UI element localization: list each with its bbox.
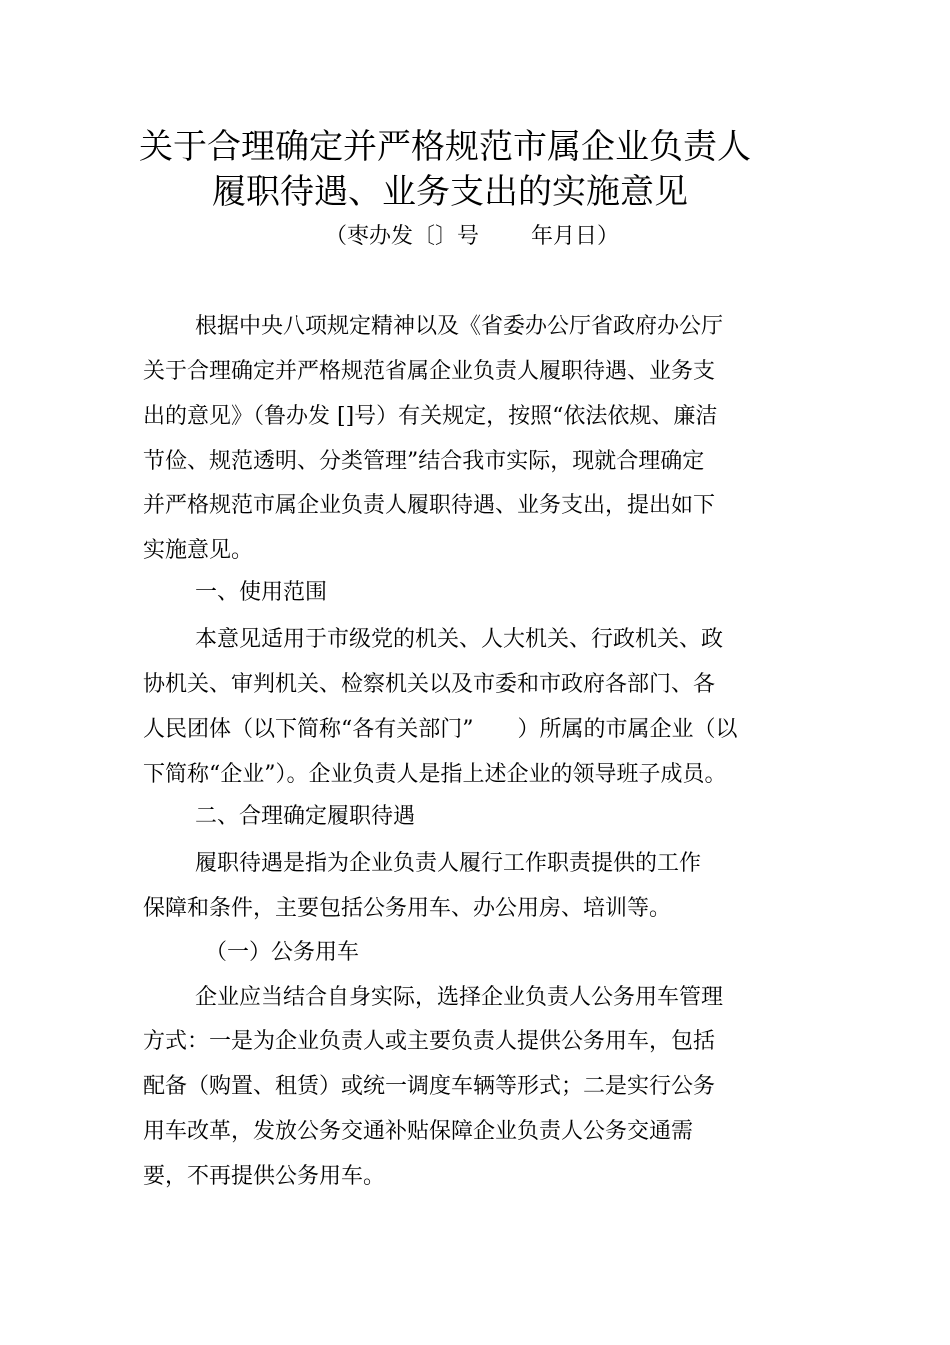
paragraph-line: 要，不再提供公务用车。 bbox=[143, 1164, 386, 1189]
paragraph-line: 实施意见。 bbox=[143, 538, 254, 563]
document-title-line-1: 关于合理确定并严格规范市属企业负责人 bbox=[139, 127, 751, 167]
paragraph-line: 履职待遇是指为企业负责人履行工作职责提供的工作 bbox=[195, 851, 702, 876]
paragraph-line: 保障和条件，主要包括公务用车、办公用房、培训等。 bbox=[143, 896, 672, 921]
document-date: 年月日） bbox=[531, 224, 620, 249]
document-number bbox=[325, 222, 619, 252]
section-heading: 二、合理确定履职待遇 bbox=[195, 804, 416, 829]
paragraph-line: 根据中央八项规定精神以及《省委办公厅省政府办公厅 bbox=[195, 314, 724, 339]
paragraph-line: 人民团体（以下简称“各有关部门” ）所属的市属企业（以 bbox=[143, 717, 738, 742]
paragraph-line: 关于合理确定并严格规范省属企业负责人履职待遇、业务支 bbox=[143, 359, 716, 384]
paragraph-line: 企业应当结合自身实际，选择企业负责人公务用车管理 bbox=[195, 985, 724, 1010]
paragraph-line: 节俭、规范透明、分类管理”结合我市实际，现就合理确定 bbox=[143, 449, 705, 474]
paragraph-line: 下简称“企业”）。企业负责人是指上述企业的领导班子成员。 bbox=[143, 762, 727, 787]
section-heading: 一、使用范围 bbox=[195, 580, 328, 605]
paragraph-line: 配备（购置、租赁）或统一调度车辆等形式；二是实行公务 bbox=[143, 1074, 716, 1099]
paragraph-line: 协机关、审判机关、检察机关以及市委和市政府各部门、各 bbox=[143, 672, 716, 697]
paragraph-line: 用车改革，发放公务交通补贴保障企业负责人公务交通需 bbox=[143, 1119, 694, 1144]
paragraph-line: 方式：一是为企业负责人或主要负责人提供公务用车，包括 bbox=[143, 1029, 716, 1054]
paragraph-line: 并严格规范市属企业负责人履职待遇、业务支出，提出如下 bbox=[143, 493, 716, 518]
document-number-code: （枣办发〔〕号 bbox=[325, 224, 480, 249]
paragraph-line: 本意见适用于市级党的机关、人大机关、行政机关、政 bbox=[195, 627, 724, 652]
paragraph-line: 出的意见》（鲁办发 []号）有关规定，按照“依法依规、廉洁 bbox=[143, 404, 718, 429]
document-title-line-2: 履职待遇、业务支出的实施意见 bbox=[212, 172, 688, 212]
subsection-heading: （一）公务用车 bbox=[205, 940, 360, 965]
